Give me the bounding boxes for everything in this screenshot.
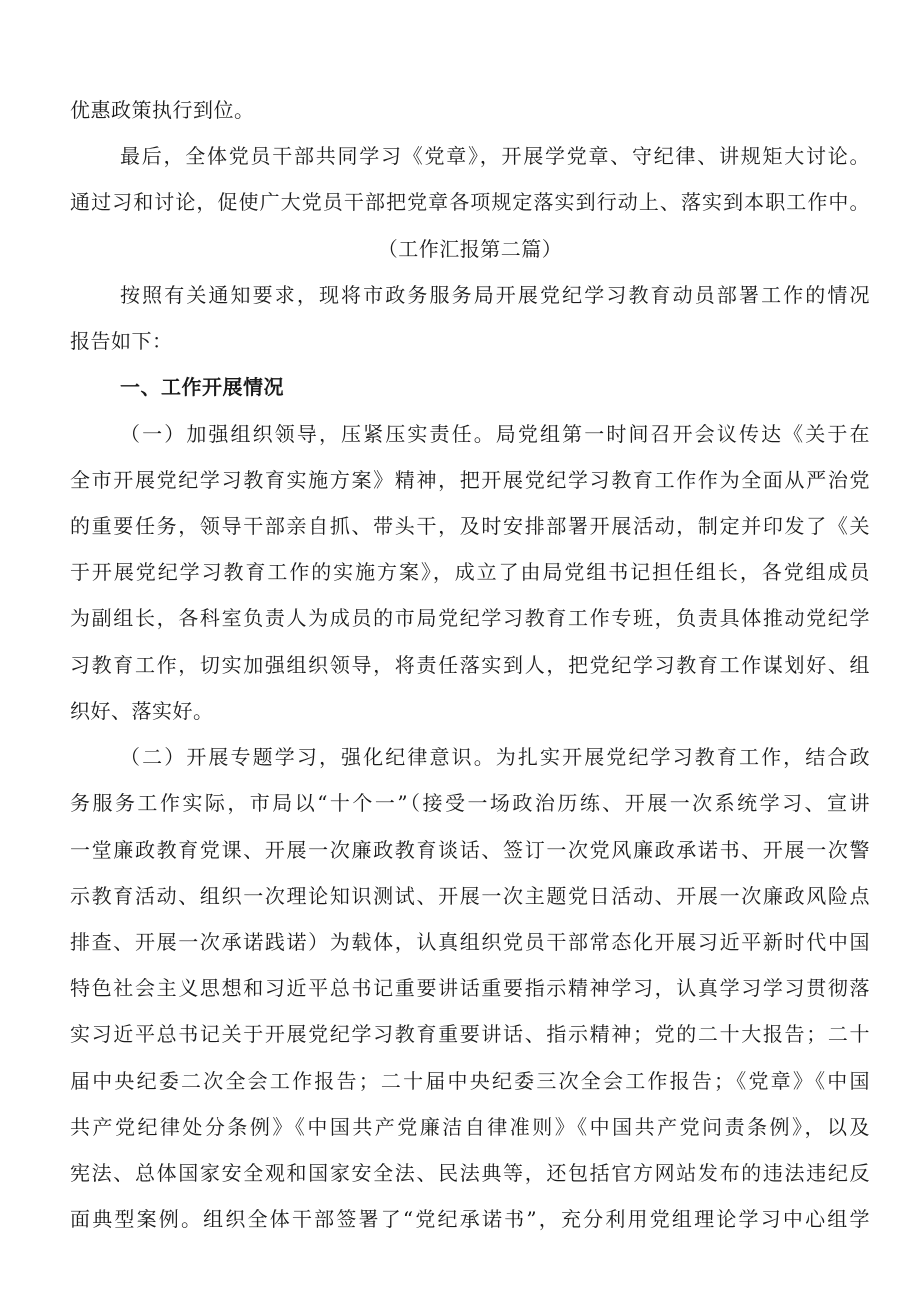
text-line: 实习近平总书记关于开展党纪学习教育重要讲话、指示精神；党的二十大报告；二十	[70, 1022, 870, 1046]
text-line: 示教育活动、组织一次理论知识测试、开展一次主题党日活动、开展一次廉政风险点	[70, 884, 870, 908]
section-title: （工作汇报第二篇）	[377, 237, 563, 261]
text-line: （一）加强组织领导，压紧压实责任。局党组第一时间召开会议传达《关于在	[120, 422, 870, 446]
text-line: 务服务工作实际，市局以“十个一”（接受一场政治历练、开展一次系统学习、宣讲	[70, 791, 870, 815]
text-line: 一堂廉政教育党课、开展一次廉政教育谈话、签订一次党风廉政承诺书、开展一次警	[70, 838, 870, 862]
text-line: 届中央纪委二次全会工作报告；二十届中央纪委三次全会工作报告；《党章》《中国	[70, 1069, 870, 1093]
text-line: 最后，全体党员干部共同学习《党章》，开展学党章、守纪律、讲规矩大讨论。	[120, 144, 870, 168]
text-line: 习教育工作，切实加强组织领导，将责任落实到人，把党纪学习教育工作谋划好、组	[70, 653, 870, 677]
text-line: 按照有关通知要求，现将市政务服务局开展党纪学习教育动员部署工作的情况	[120, 283, 870, 307]
text-line: 共产党纪律处分条例》《中国共产党廉洁自律准则》《中国共产党问责条例》，以及	[70, 1115, 870, 1139]
text-line: 通过习和讨论，促使广大党员干部把党章各项规定落实到行动上、落实到本职工作中。	[70, 190, 870, 214]
text-line: （二）开展专题学习，强化纪律意识。为扎实开展党纪学习教育工作，结合政	[120, 745, 870, 769]
text-line: 面典型案例。组织全体干部签署了“党纪承诺书”，充分利用党组理论学习中心组学	[70, 1207, 870, 1231]
text-line: 于开展党纪学习教育工作的实施方案》，成立了由局党组书记担任组长，各党组成员	[70, 560, 870, 584]
text-line: 为副组长，各科室负责人为成员的市局党纪学习教育工作专班，负责具体推动党纪学	[70, 606, 870, 630]
text-line: 排查、开展一次承诺践诺）为载体，认真组织党员干部常态化开展习近平新时代中国	[70, 930, 870, 954]
text-line: 优惠政策执行到位。	[70, 98, 255, 122]
section-heading: 一、工作开展情况	[120, 375, 284, 399]
text-line: 特色社会主义思想和习近平总书记重要讲话重要指示精神学习，认真学习学习贯彻落	[70, 976, 870, 1000]
text-line: 织好、落实好。	[70, 699, 214, 723]
text-line: 宪法、总体国家安全观和国家安全法、民法典等，还包括官方网站发布的违法违纪反	[70, 1161, 870, 1185]
text-line: 报告如下：	[70, 329, 173, 353]
text-line: 全市开展党纪学习教育实施方案》精神，把开展党纪学习教育工作作为全面从严治党	[70, 468, 870, 492]
text-line: 的重要任务，领导干部亲自抓、带头干，及时安排部署开展活动，制定并印发了《关	[70, 514, 870, 538]
